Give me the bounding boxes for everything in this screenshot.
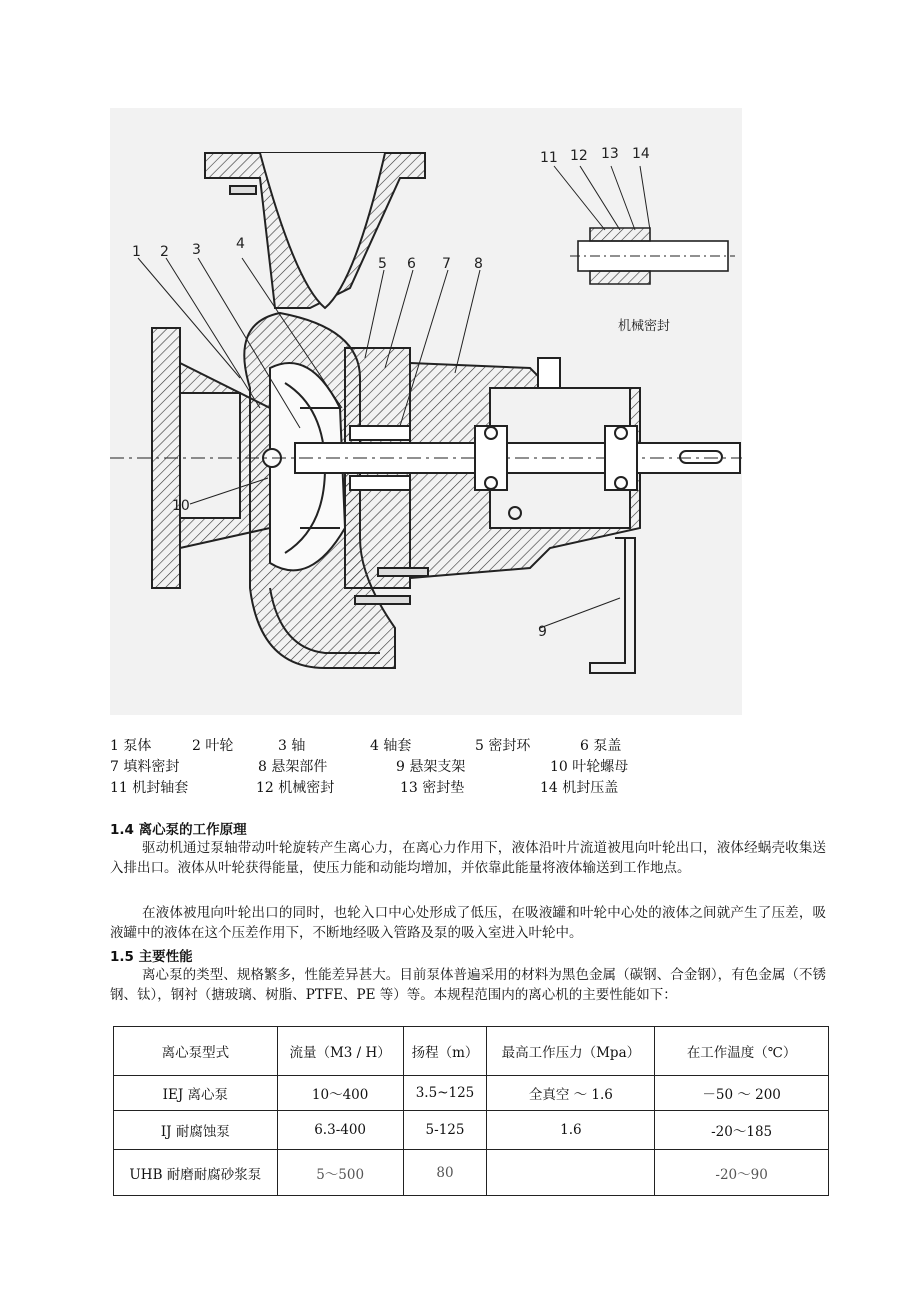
table-cell: 5～500	[277, 1150, 403, 1196]
paragraph-line: 能如下：	[622, 987, 677, 1003]
table-row	[114, 1111, 829, 1150]
table-cell: IEJ 离心泵	[114, 1076, 278, 1111]
legend-item: 8 悬架部件	[258, 759, 328, 775]
paragraph-line: 就产生了压差，吸液罐中的液体在这个压差作用下，不断地经吸入管路及泵的吸入室进入叶轮中。	[110, 905, 827, 941]
table-cell: 全真空 ～ 1.6	[487, 1076, 655, 1111]
paragraph-line: 液体经蜗壳收集送入排出口。液体从叶轮获得能量，使压力能和动能均增加，并依靠此能量将液体输	[110, 840, 827, 876]
legend-item: 1 泵体	[110, 738, 152, 754]
callout-3: 3	[192, 242, 201, 258]
table-header-cell: 流量（M3 / H）	[277, 1027, 403, 1076]
table-header-row	[114, 1027, 829, 1076]
table-cell: IJ 耐腐蚀泵	[114, 1111, 278, 1150]
legend-item: 7 填料密封	[110, 759, 180, 775]
legend-item: 5 密封环	[475, 738, 531, 754]
table-cell	[487, 1150, 655, 1196]
legend-item: 11 机封轴套	[110, 780, 189, 796]
callout-14: 14	[632, 146, 650, 162]
legend-item: 14 机封压盖	[540, 780, 619, 796]
table-header-cell: 扬程（m）	[403, 1027, 487, 1076]
table-cell: -20～90	[655, 1150, 829, 1196]
table-row	[114, 1076, 829, 1111]
table-header-cell: 离心泵型式	[114, 1027, 278, 1076]
callout-6: 6	[407, 256, 416, 272]
legend-row	[110, 735, 750, 756]
table-cell: -20～185	[655, 1111, 829, 1150]
legend-item: 6 泵盖	[580, 738, 622, 754]
table-cell: 1.6	[487, 1111, 655, 1150]
parts-legend	[110, 735, 750, 798]
paragraph-line: 驱动机通过泵轴带动叶轮旋转产生离心力，在离心力作用下，液体沿叶片流道被甩向叶轮出口，	[142, 840, 717, 856]
inset-caption: 机械密封	[618, 319, 671, 334]
callout-12: 12	[570, 148, 588, 164]
paragraph	[110, 903, 826, 943]
paragraph	[110, 965, 826, 1005]
table-cell: UHB 耐磨耐腐砂浆泵	[114, 1150, 278, 1196]
legend-item: 9 悬架支架	[396, 759, 466, 775]
callout-5: 5	[378, 256, 387, 272]
table-cell: 10～400	[277, 1076, 403, 1111]
callout-2: 2	[160, 244, 169, 260]
legend-row	[110, 756, 750, 777]
paragraph	[110, 838, 826, 878]
legend-item: 12 机械密封	[256, 780, 335, 796]
table-row	[114, 1150, 829, 1196]
legend-item: 10 叶轮螺母	[550, 759, 629, 775]
callout-8: 8	[474, 256, 483, 272]
paragraph-line: 送到工作地点。	[596, 860, 691, 876]
callout-11: 11	[540, 150, 558, 166]
paragraph-line: 离心泵的类型、规格繁多，性能差异甚大。目前泵体普遍采用的材料为黑色金属（碳钢、合金钢），	[142, 967, 732, 983]
legend-row	[110, 777, 750, 798]
callout-1: 1	[132, 244, 141, 260]
table-cell: －50 ～ 200	[655, 1076, 829, 1111]
callout-13: 13	[601, 146, 619, 162]
callout-10: 10	[172, 498, 190, 514]
table-cell: 5-125	[403, 1111, 487, 1150]
table-header-cell: 在工作温度（℃）	[655, 1027, 829, 1076]
callout-9: 9	[538, 624, 547, 640]
legend-item: 3 轴	[278, 738, 306, 754]
table-cell: 3.5~125	[403, 1076, 487, 1111]
table-header-cell: 最高工作压力（Mpa）	[487, 1027, 655, 1076]
section-title: 1.4 离心泵的工作原理	[110, 822, 247, 838]
legend-item: 2 叶轮	[192, 738, 234, 754]
paragraph-line: 在液体被甩向叶轮出口的同时，也轮入口中心处形成了低压，在吸液罐和叶轮中心处的液体之间	[142, 905, 717, 921]
performance-table	[113, 1026, 829, 1196]
table-cell: 80	[403, 1150, 487, 1196]
legend-item: 4 轴套	[370, 738, 412, 754]
pump-cross-section-drawing	[110, 108, 742, 715]
legend-item: 13 密封垫	[400, 780, 465, 796]
section-title: 1.5 主要性能	[110, 949, 193, 965]
table-cell: 6.3-400	[277, 1111, 403, 1150]
paragraph-line: 有色金属（不锈钢、钛），钢衬（搪玻璃、树脂、PTFE、PE 等）等。本规程范围内的离心机的主要性	[110, 967, 827, 1003]
callout-4: 4	[236, 236, 245, 252]
callout-7: 7	[442, 256, 451, 272]
